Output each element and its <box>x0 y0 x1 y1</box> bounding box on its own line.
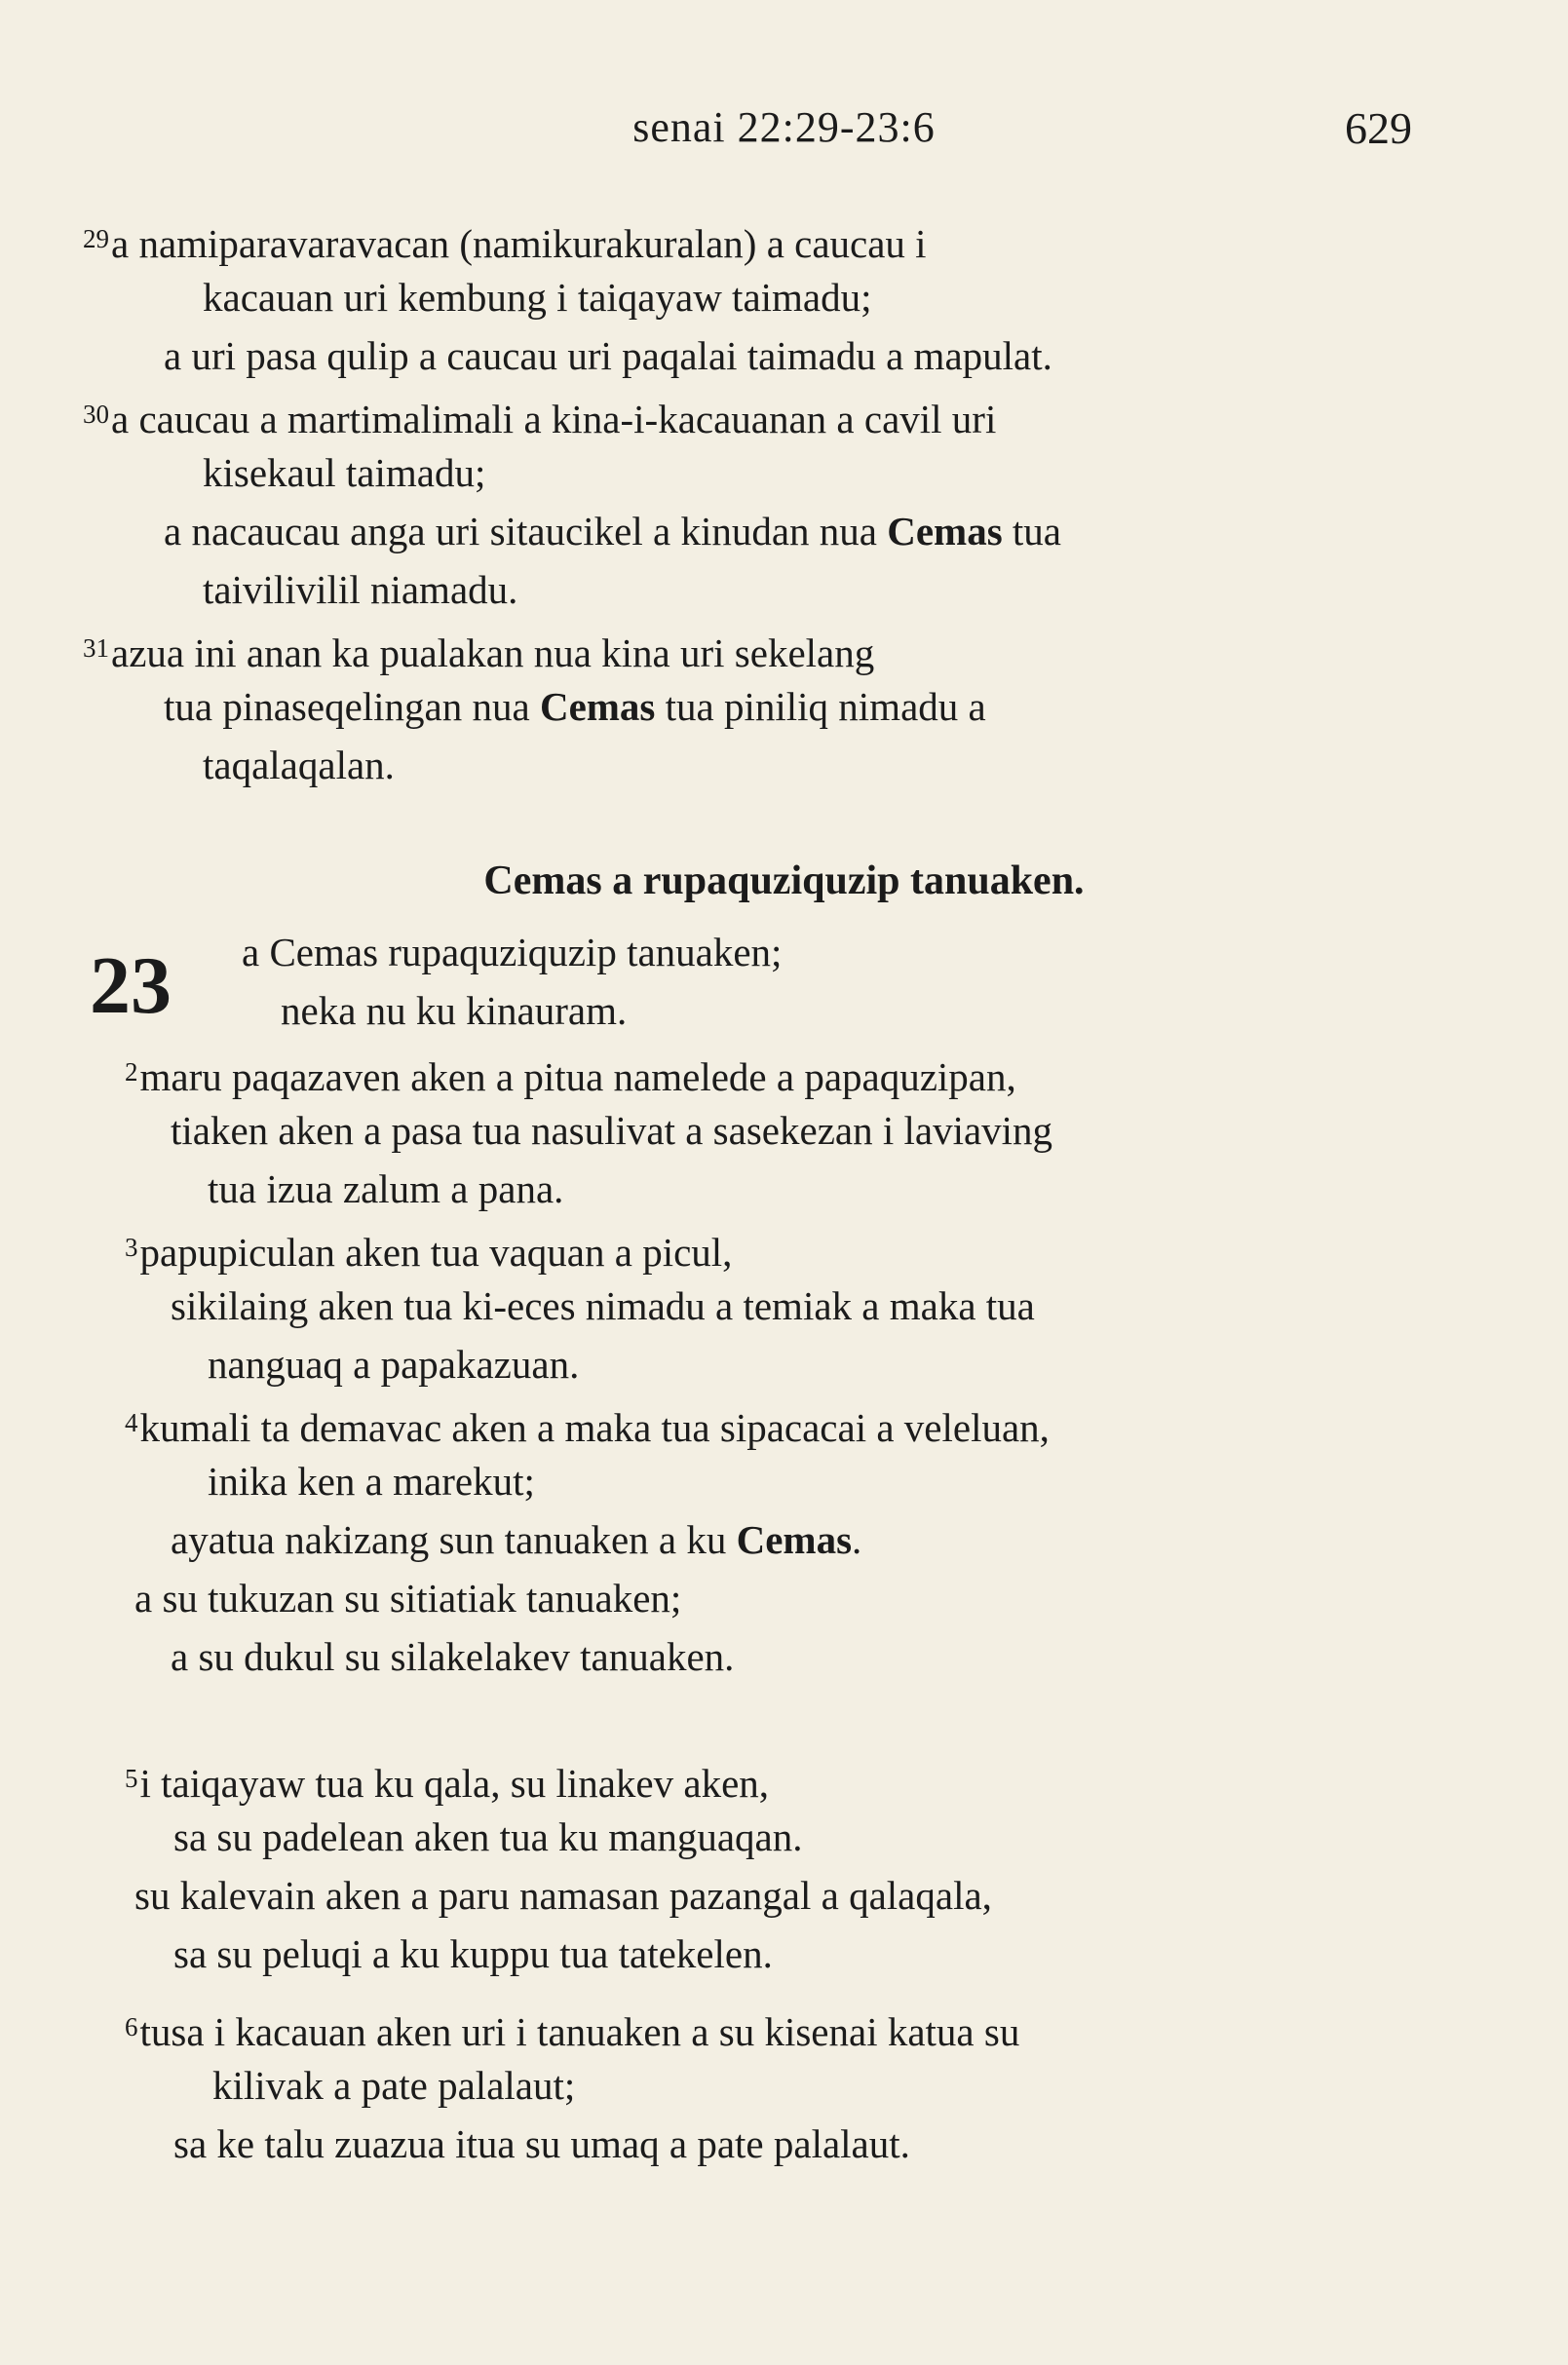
verse-5-line-4: sa su peluqi a ku kuppu tua tatekelen. <box>173 1931 773 1976</box>
verse-number: 3 <box>125 1233 138 1262</box>
verse-2-line-1: $^2$maru paqazaven aken a pitua namelede a papaquzipan, <box>125 1054 1016 1099</box>
verse-5-line-1: $^5$i taiqayaw tua ku qala, su linakev aken, <box>125 1761 770 1806</box>
verse-6-line-3: sa ke talu zuazua itua su umaq a pate palalaut. <box>173 2121 910 2166</box>
verse-3-line-2: sikilaing aken tua ki-eces nimadu a temiak a maka tua <box>171 1283 1035 1328</box>
chapter-number: 23 <box>90 940 172 1031</box>
verse-number: 5 <box>125 1764 138 1793</box>
verse-31-line-2: tua pinaseqelingan nua Cemas tua piniliq nimadu a <box>164 684 986 729</box>
verse-number: 2 <box>125 1057 138 1087</box>
verse-30-line-3: a nacaucau anga uri sitaucikel a kinudan nua Cemas tua <box>164 509 1061 553</box>
verse-3-line-1: $^3$papupiculan aken tua vaquan a picul, <box>125 1230 733 1275</box>
verse-31-line-3: taqalaqalan. <box>203 743 395 787</box>
verse-30-line-1: $^{30}$a caucau a martimalimali a kina-i-kacauanan a cavil uri <box>83 397 997 441</box>
verse-2-line-2: tiaken aken a pasa tua nasulivat a sasekezan i laviaving <box>171 1108 1053 1153</box>
verse-4-line-3: ayatua nakizang sun tanuaken a ku Cemas. <box>171 1517 862 1562</box>
verse-1-line-2: neka nu ku kinauram. <box>281 988 628 1033</box>
verse-6-line-1: $^6$tusa i kacauan aken uri i tanuaken a su kisenai katua su <box>125 2009 1020 2054</box>
verse-30-line-2: kisekaul taimadu; <box>203 450 486 495</box>
verse-number: 6 <box>125 2012 138 2041</box>
verse-4-line-4: a su tukuzan su sitiatiak tanuaken; <box>134 1576 682 1621</box>
verse-3-line-3: nanguaq a papakazuan. <box>208 1342 580 1387</box>
verse-1-line-1: a Cemas rupaquziquzip tanuaken; <box>242 930 783 974</box>
page-header <box>0 102 1568 161</box>
verse-29-line-1: $^{29}$a namiparavaravacan (namikurakuralan) a caucau i <box>83 221 927 266</box>
verse-29-line-2: kacauan uri kembung i taiqayaw taimadu; <box>203 275 872 320</box>
verse-number: 31 <box>83 633 109 663</box>
section-heading: Cemas a rupaquziquzip tanuaken. <box>483 858 1085 903</box>
page-number: 629 <box>1345 103 1412 153</box>
verse-2-line-3: tua izua zalum a pana. <box>208 1166 564 1211</box>
verse-number: 30 <box>83 400 109 429</box>
verse-29-line-3: a uri pasa qulip a caucau uri paqalai taimadu a mapulat. <box>164 333 1052 378</box>
verse-4-line-5: a su dukul su silakelakev tanuaken. <box>171 1634 735 1679</box>
verse-31-line-1: $^{31}$azua ini anan ka pualakan nua kina uri sekelang <box>83 630 875 675</box>
verse-5-line-3: su kalevain aken a paru namasan pazangal a qalaqala, <box>134 1873 992 1918</box>
verse-number: 4 <box>125 1408 138 1437</box>
running-head: senai 22:29-23:6 <box>632 103 936 151</box>
verse-4-line-2: inika ken a marekut; <box>208 1459 535 1504</box>
verse-30-line-4: taivilivilil niamadu. <box>203 567 518 612</box>
verse-6-line-2: kilivak a pate palalaut; <box>212 2063 576 2108</box>
verse-5-line-2: sa su padelean aken tua ku manguaqan. <box>173 1814 803 1859</box>
verse-number: 29 <box>83 224 109 253</box>
verse-4-line-1: $^4$kumali ta demavac aken a maka tua sipacacai a veleluan, <box>125 1405 1050 1450</box>
